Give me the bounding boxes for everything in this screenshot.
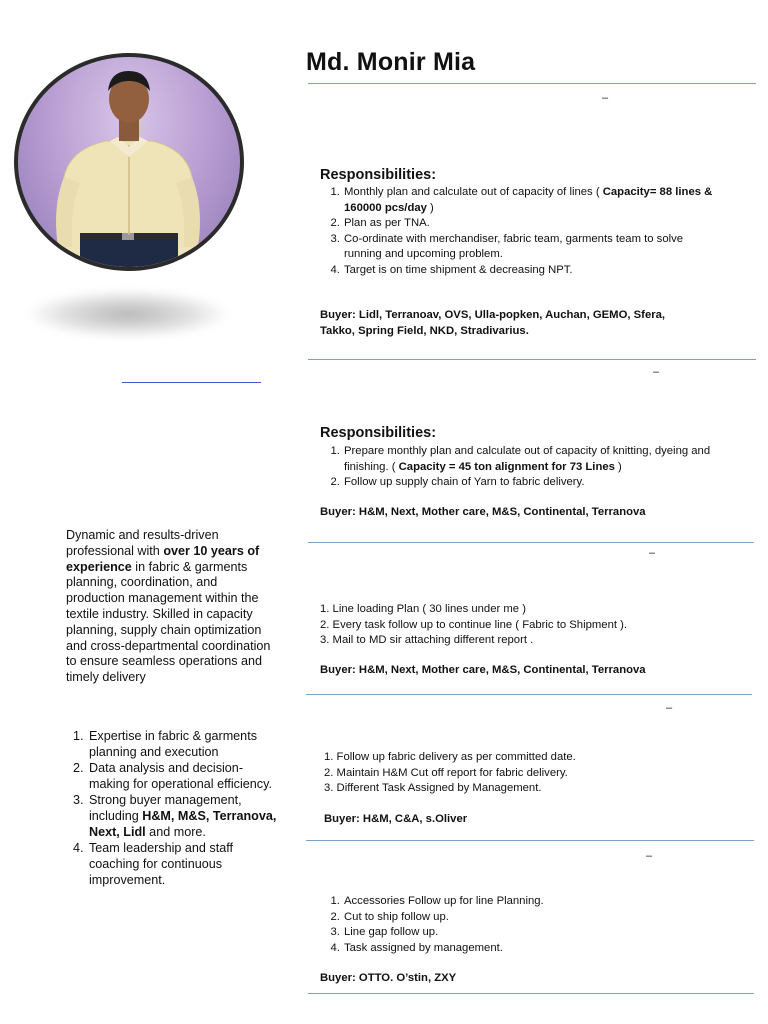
responsibilities-heading: Responsibilities: — [320, 167, 437, 183]
list-item: 2. Cut to ship follow up. — [343, 910, 680, 926]
profile-photo — [14, 53, 242, 269]
dash-marker: – — [649, 547, 656, 559]
buyer-list: Buyer: H&M, Next, Mother care, M&S, Continental, Terranova — [320, 664, 646, 676]
section-divider — [306, 694, 752, 695]
profile-summary — [66, 528, 276, 686]
strength-item: 4. Team leadership and staff coaching for continuous improvement. — [87, 840, 282, 888]
dash-marker: – — [653, 366, 660, 378]
section-divider — [308, 359, 756, 360]
buyer-list: Buyer: H&M, Next, Mother care, M&S, Continental, Terranova — [320, 506, 646, 518]
list-item: 2. Plan as per TNA. — [343, 216, 720, 232]
dash-marker: – — [602, 92, 609, 104]
responsibilities-list — [320, 185, 720, 278]
list-item: 3. Different Task Assigned by Management. — [324, 782, 542, 794]
photo-shadow — [28, 290, 228, 338]
duties-list — [324, 750, 576, 797]
person-illustration — [18, 57, 240, 267]
responsibilities-list — [320, 444, 720, 491]
page-title: Md. Monir Mia — [306, 48, 476, 76]
list-item: 1. Accessories Follow up for line Planning. — [343, 894, 680, 910]
section-divider — [308, 542, 754, 543]
list-item: 4. Target is on time shipment & decreasing NPT. — [343, 263, 720, 279]
summary-text: Dynamic and results-driven professional with — [66, 528, 219, 558]
left-divider — [122, 382, 261, 383]
responsibilities-heading: Responsibilities: — [320, 425, 437, 441]
list-item: 3. Line gap follow up. — [343, 925, 680, 941]
section-divider — [308, 993, 754, 994]
summary-text-cont: in fabric & garments planning, coordination, and production management within the textile industry. Skilled in capacity planning, supply chain optimization and cross-departmental coordination to ensure seamless operations and timely delivery — [66, 559, 271, 685]
strength-item: 2. Data analysis and decision-making for operational efficiency. — [87, 760, 282, 792]
avatar — [14, 53, 244, 271]
buyer-list: Buyer: Lidl, Terranoav, OVS, Ulla-popken, Auchan, GEMO, Sfera, Takko, Spring Field, NKD, Stradivarius. — [320, 309, 666, 337]
strength-item: 1. Expertise in fabric & garments planning and execution — [87, 728, 282, 760]
list-item: 2. Maintain H&M Cut off report for fabric delivery. — [324, 766, 568, 779]
dash-marker: – — [666, 702, 673, 714]
dash-marker: – — [646, 850, 653, 862]
list-item: 1. Monthly plan and calculate out of capacity of lines ( Capacity= 88 lines & 160000 pcs/day ) — [343, 185, 720, 216]
list-item: 3. Mail to MD sir attaching different report . — [320, 634, 534, 646]
duties-list — [320, 602, 627, 649]
list-item: 3. Co-ordinate with merchandiser, fabric team, garments team to solve running and upcoming problem. — [343, 232, 720, 263]
list-item: 2. Every task follow up to continue line ( Fabric to Shipment ). — [320, 618, 628, 631]
summary-highlight: over 10 years of experience — [66, 543, 260, 574]
list-item: 1. Line loading Plan ( 30 lines under me ) — [320, 603, 526, 615]
section-divider — [306, 840, 754, 841]
buyer-list: Buyer: OTTO. O’stin, ZXY — [320, 972, 457, 984]
strength-item: 3. Strong buyer management, including H&M, M&S, Terranova, Next, Lidl and more. — [87, 792, 282, 840]
list-item: 4. Task assigned by management. — [343, 941, 680, 957]
list-item: 1. Prepare monthly plan and calculate out of capacity of knitting, dyeing and finishing. ( Capacity = 45 ton alignment for 73 Lines ) — [343, 444, 720, 475]
list-item: 2. Follow up supply chain of Yarn to fabric delivery. — [343, 475, 720, 491]
buyer-list: Buyer: H&M, C&A, s.Oliver — [324, 813, 468, 825]
section-divider — [308, 83, 756, 84]
duties-list — [320, 894, 680, 956]
key-strengths — [66, 728, 282, 888]
list-item: 1. Follow up fabric delivery as per committed date. — [324, 751, 576, 763]
